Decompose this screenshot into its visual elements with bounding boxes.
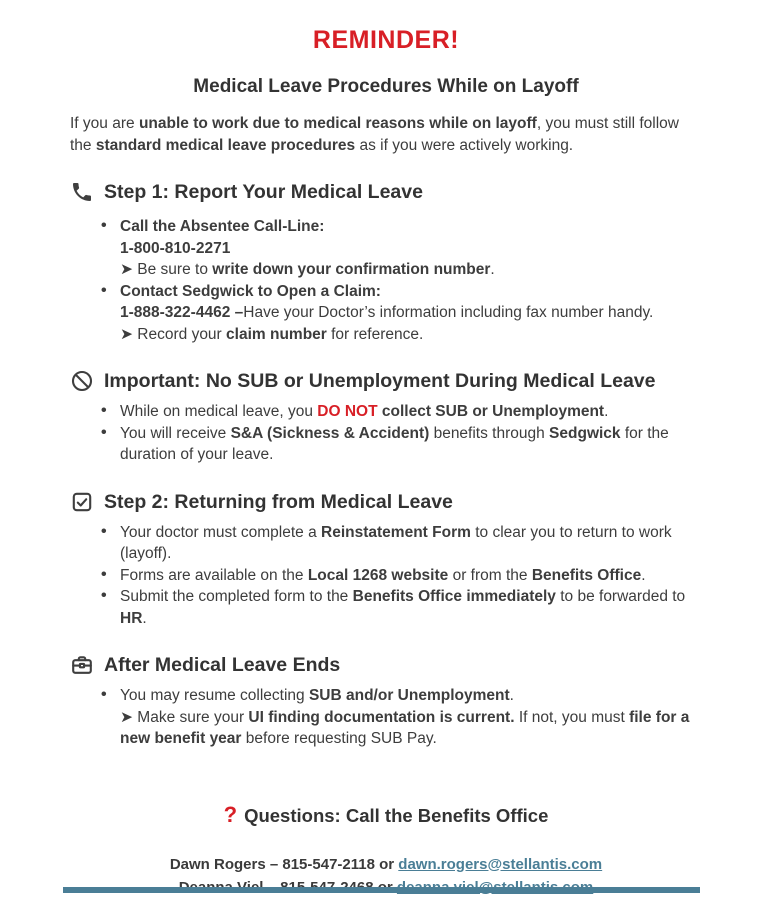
section-step2-title: Step 2: Returning from Medical Leave <box>104 490 453 513</box>
page-title: REMINDER! <box>312 26 460 54</box>
section-after <box>70 652 702 750</box>
intro-paragraph: If you are unable to work due to medical reasons while on layoff, you must still follow the standard medical leave procedures as if you were actively working. <box>70 115 679 154</box>
text-line: • Submit the completed form to the Benefits Office immediately to be forwarded to HR. <box>120 588 686 627</box>
no-entry-icon <box>70 369 94 393</box>
section-step1 <box>70 179 702 345</box>
step1-list <box>70 216 702 345</box>
text-line: • You may resume collecting SUB and/or Unemployment. <box>120 687 514 704</box>
text-line: • Your doctor must complete a Reinstatement Form to clear you to return to work (layoff). <box>120 523 672 562</box>
list-item <box>120 401 702 423</box>
section-important-heading <box>70 368 702 394</box>
list-item <box>120 685 702 750</box>
phone-icon <box>70 180 94 204</box>
question-mark-icon: ? <box>223 801 238 827</box>
page-subtitle: Medical Leave Procedures While on Layoff <box>193 76 579 97</box>
text-line: • While on medical leave, you DO NOT collect SUB or Unemployment. <box>120 403 609 420</box>
email-link-dawn[interactable]: dawn.rogers@stellantis.com <box>398 855 603 873</box>
section-important-title: Important: No SUB or Unemployment During Medical Leave <box>104 370 656 392</box>
step2-list <box>70 522 702 630</box>
list-item <box>120 565 702 587</box>
list-item <box>120 586 702 629</box>
briefcase-icon <box>70 653 94 677</box>
section-step1-heading <box>70 179 702 205</box>
contact-line <box>70 853 702 876</box>
text-line: • Contact Sedgwick to Open a Claim: <box>120 282 381 300</box>
text-line: 1-800-810-2271 <box>120 239 231 257</box>
list-item <box>120 423 702 466</box>
questions-label: Questions: Call the Benefits Office <box>244 804 549 826</box>
contact-name-phone: Dawn Rogers – 815-547-2118 or <box>169 855 399 873</box>
text-line: ➤ Be sure to write down your confirmation number. <box>120 261 495 278</box>
section-step2-heading <box>70 489 702 515</box>
section-after-heading <box>70 652 702 678</box>
list-item <box>120 522 702 565</box>
section-after-title: After Medical Leave Ends <box>104 654 341 676</box>
text-line: • Call the Absentee Call-Line: <box>120 218 325 235</box>
text-line: ➤ Record your claim number for reference. <box>120 325 424 343</box>
section-step1-title: Step 1: Report Your Medical Leave <box>104 181 423 203</box>
text-line: • You will receive S&A (Sickness & Accident) benefits through Sedgwick for the duration of your leave. <box>120 424 669 463</box>
text-line: 1-888-322-4462 –Have your Doctor’s information including fax number handy. <box>120 304 654 321</box>
questions-heading <box>70 802 702 828</box>
after-list <box>70 685 702 750</box>
section-step2 <box>70 489 702 630</box>
text-line: ➤ Make sure your UI finding documentation is current. If not, you must file for a new benefit year before requesting SUB Pay. <box>120 708 690 747</box>
section-important <box>70 368 702 466</box>
checkbox-checked-icon <box>70 490 94 514</box>
list-item <box>120 281 702 346</box>
bottom-border <box>63 887 700 893</box>
text-line: • Forms are available on the Local 1268 website or from the Benefits Office. <box>120 566 646 584</box>
important-list <box>70 401 702 466</box>
list-item <box>120 216 702 281</box>
